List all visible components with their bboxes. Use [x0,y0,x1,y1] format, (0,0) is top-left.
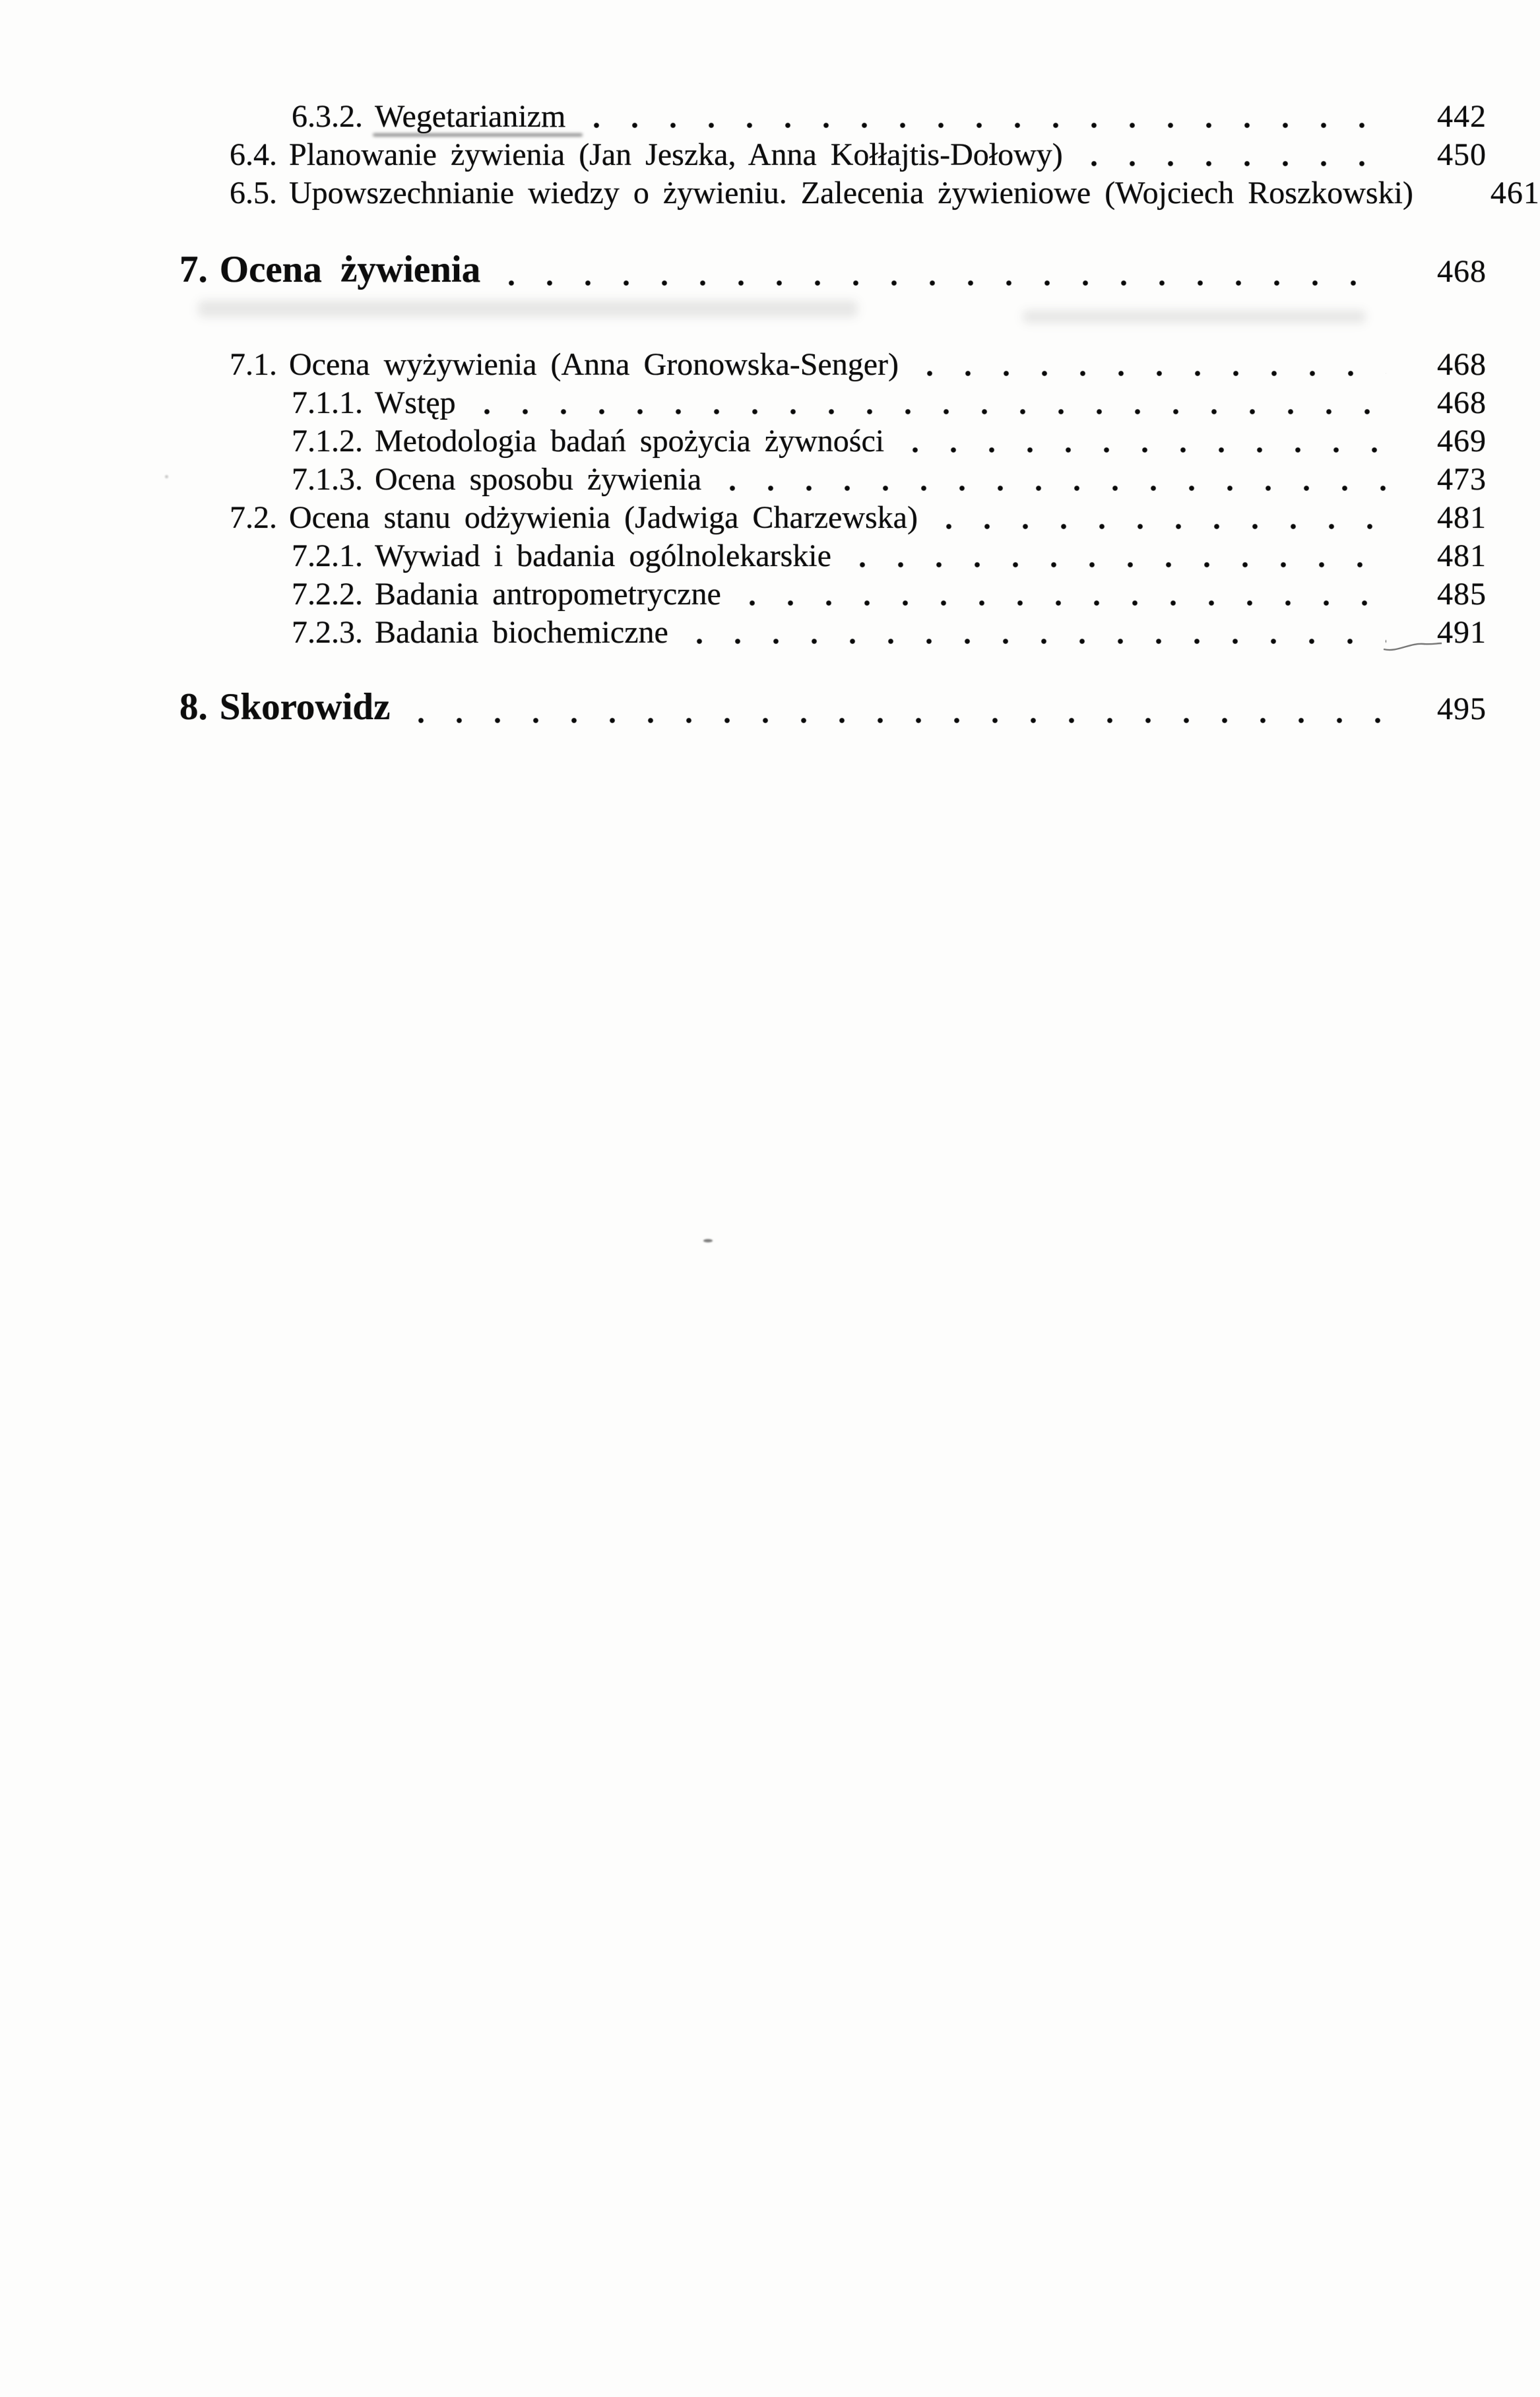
toc-chapter-7 [0,245,1487,296]
toc-entry-number: 7.2.2. [292,577,363,612]
toc-entry-page: 442 [1437,99,1487,134]
toc-entry-number: 7.1. [230,347,277,382]
toc-chapter-title: Skorowidz [219,686,391,728]
toc-entry-number: 7.2. [230,500,277,535]
toc-entry-7-1-1 [0,384,1487,422]
toc-entry-page: 473 [1437,462,1487,497]
toc-entry-title: Wywiad i badania ogólnolekarskie [375,538,831,573]
dot-leader [858,560,1386,569]
dot-leader [748,598,1386,608]
toc-entry-title: Ocena wyżywienia (Anna Gronowska-Senger) [289,347,899,382]
dot-leader [695,637,1386,646]
toc-entry-title: Badania antropometryczne [375,577,721,612]
dot-leader [592,121,1386,130]
toc-entry-7-1-2 [0,422,1487,461]
toc-entry-page: 491 [1437,615,1487,650]
dot-leader [925,369,1386,378]
toc-entry-page: 461 [1490,176,1540,210]
dot-leader [944,522,1386,531]
toc-entry-7-1 [0,346,1487,384]
toc-entry-number: 7.1.2. [292,424,363,459]
toc-entry-number: 7.1.3. [292,462,363,497]
toc-entry-title: Wegetarianizm [375,99,566,134]
dot-leader [911,445,1386,455]
toc-entry-page: 469 [1437,424,1487,459]
toc-entry-title: Metodologia badań spożycia żywności [375,424,885,459]
dot-leader [728,484,1386,493]
toc-entry-title: Ocena sposobu żywienia [375,462,702,497]
scan-smudge-blotch [1023,310,1366,323]
scan-smudge-underline [373,133,583,137]
toc-entry-page: 468 [1437,385,1487,420]
toc-chapter-number: 7. [179,249,208,290]
scan-smudge-blotch [198,300,858,317]
toc-entry-title: Planowanie żywienia (Jan Jeszka, Anna Kołłajtis-Dołowy) [289,137,1063,172]
toc-chapter-8 [0,683,1487,734]
toc-entry-page: 485 [1437,577,1487,612]
dot-leader [416,716,1386,725]
toc-entry-page: 450 [1437,137,1487,172]
toc-entry-title: Ocena stanu odżywienia (Jadwiga Charzewska) [289,500,918,535]
toc-chapter-page: 495 [1437,691,1487,726]
toc-chapter-page: 468 [1437,254,1487,289]
toc-entry-page: 468 [1437,347,1487,382]
toc-entry-number: 6.4. [230,137,277,172]
toc-entry-7-2 [0,499,1487,537]
dot-leader [482,407,1386,416]
table-of-contents [0,98,1540,734]
toc-chapter-number: 8. [179,686,208,728]
toc-entry-number: 7.2.1. [292,538,363,573]
toc-entry-7-2-3 [0,614,1487,652]
toc-entry-7-2-2 [0,575,1487,614]
toc-entry-6-3-2 [0,98,1487,136]
toc-entry-7-2-1 [0,537,1487,575]
dot-leader [507,278,1386,288]
toc-entry-page: 481 [1437,538,1487,573]
scan-speck [703,1239,713,1242]
toc-entry-page: 481 [1437,500,1487,535]
toc-entry-number: 6.5. [230,176,277,210]
toc-entry-title: Wstęp [375,385,456,420]
toc-entry-number: 6.3.2. [292,99,363,134]
dot-leader [1089,159,1386,168]
toc-entry-number: 7.1.1. [292,385,363,420]
toc-entry-title: Upowszechnianie wiedzy o żywieniu. Zalecenia żywieniowe (Wojciech Roszkowski) [289,176,1413,210]
toc-entry-title: Badania biochemiczne [375,615,668,650]
toc-entry-7-1-3 [0,461,1487,499]
toc-entry-6-4 [0,136,1487,174]
scan-speck [165,475,168,478]
toc-entry-6-5 [0,174,1540,212]
toc-entry-number: 7.2.3. [292,615,363,650]
scan-artifact-squiggle [1383,637,1442,655]
toc-chapter-title: Ocena żywienia [219,249,481,290]
